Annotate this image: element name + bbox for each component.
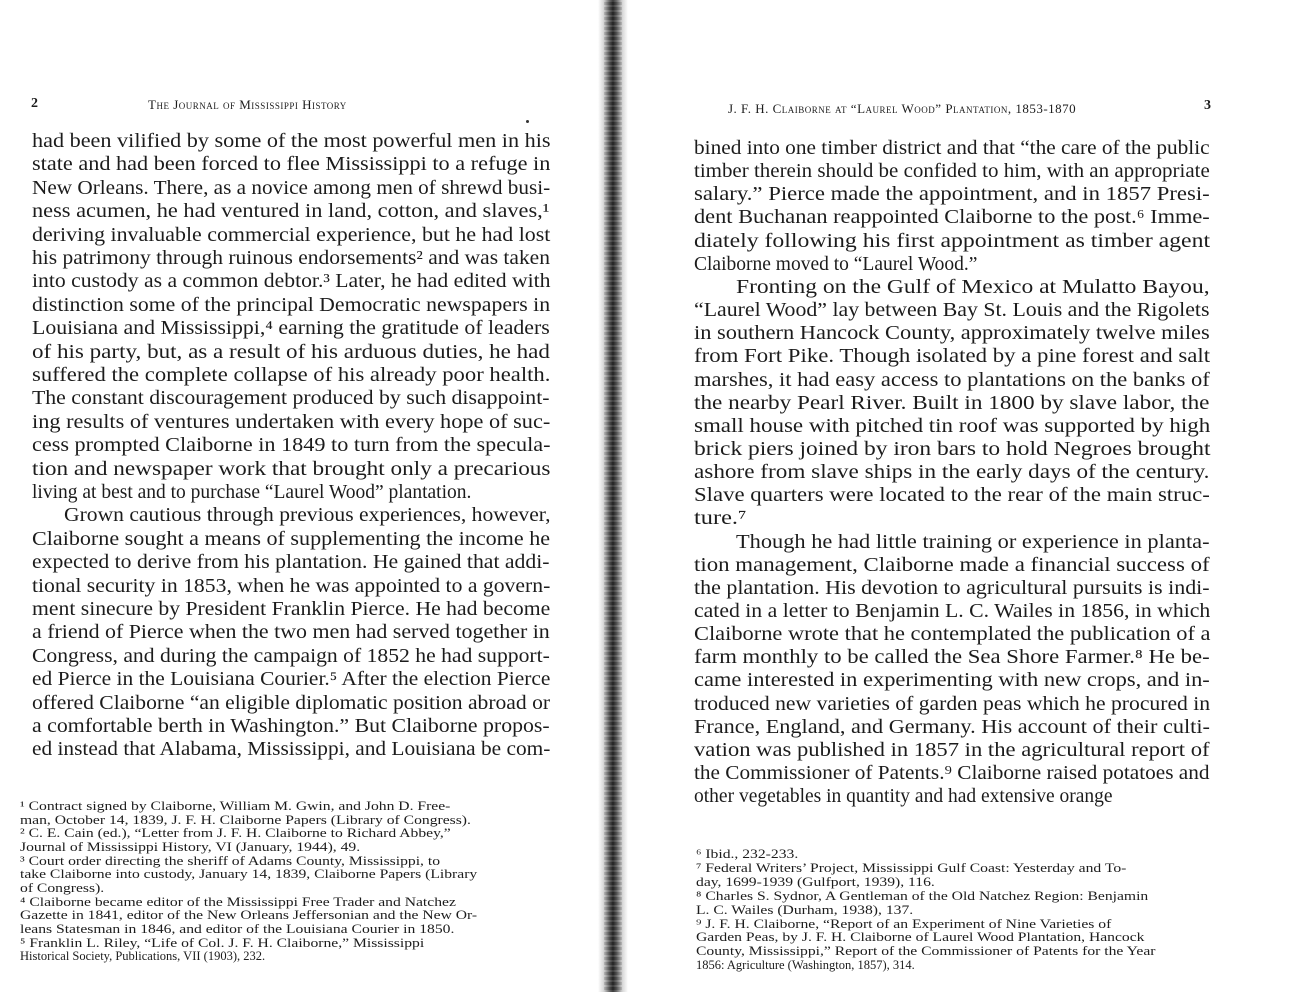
body-line: vation was published in 1857 in the agricultural report of: [694, 739, 1210, 761]
body-line: his patrimony through ruinous endorsements² and was taken: [32, 248, 550, 269]
body-line: into custody as a common debtor.³ Later, he had edited with: [32, 271, 551, 293]
body-line: a friend of Pierce when the two men had served together in: [32, 622, 550, 644]
left-running-head: The Journal of Mississippi History: [148, 97, 347, 112]
body-line: cated in a letter to Benjamin L. C. Wailes in 1856, in which: [694, 601, 1211, 622]
body-line: the Commissioner of Patents.⁹ Claiborne raised potatoes and: [694, 763, 1210, 785]
body-line: timber therein should be confided to him, with an appropriate: [694, 161, 1210, 183]
body-line: salary.” Pierce made the appointment, and in 1857 Presi-: [694, 184, 1210, 206]
footnote-line: ¹ Contract signed by Claiborne, William M. Gwin, and John D. Free-: [20, 799, 451, 813]
body-line: tion and newspaper work that brought only a precarious: [32, 458, 551, 480]
body-line: Grown cautious through previous experiences, however,: [64, 505, 551, 527]
body-line: tion management, Claiborne made a financial success of: [694, 554, 1210, 576]
body-line: Claiborne wrote that he contemplated the publication of a: [694, 624, 1211, 646]
body-line: diately following his first appointment as timber agent: [694, 230, 1211, 252]
footnote-line: man, October 14, 1839, J. F. H. Claiborne Papers (Library of Congress).: [20, 812, 471, 827]
body-line: farm monthly to be called the Sea Shore Farmer.⁸ He be-: [694, 647, 1210, 669]
ink-speck: [526, 120, 529, 123]
body-line: Slave quarters were located to the rear of the main struc-: [694, 485, 1210, 507]
body-line: Louisiana and Mississippi,⁴ earning the gratitude of leaders: [32, 318, 550, 340]
body-line: The constant discouragement produced by such disappoint-: [32, 388, 550, 410]
right-page-number: 3: [1204, 98, 1211, 113]
footnote-line: L. C. Wailes (Durham, 1938), 137.: [696, 902, 914, 917]
body-line: ashore from slave ships in the early days of the century.: [694, 462, 1210, 484]
footnote-line: Garden Peas, by J. F. H. Claiborne of Laurel Wood Plantation, Hancock: [696, 930, 1145, 945]
body-line: “Laurel Wood” lay between Bay St. Louis and the Rigolets: [694, 300, 1210, 322]
body-line: bined into one timber district and that “the care of the public: [694, 138, 1210, 159]
right-running-head: J. F. H. Claiborne at “Laurel Wood” Plantation, 1853-1870: [728, 101, 1077, 116]
footnote-line: Journal of Mississippi History, VI (January, 1944), 49.: [20, 839, 361, 854]
body-line: state and had been forced to flee Mississippi to a refuge in: [32, 154, 551, 176]
body-line: came interested in experimenting with new crops, and in-: [694, 670, 1210, 692]
body-line: dent Buchanan reappointed Claiborne to the post.⁶ Imme-: [694, 207, 1210, 229]
footnote-line: day, 1699-1939 (Gulfport, 1939), 116.: [696, 874, 935, 889]
body-line: deriving invaluable commercial experience, but he had lost: [32, 224, 551, 246]
body-line: of his party, but, as a result of his arduous duties, he had: [32, 341, 550, 363]
body-line: other vegetables in quantity and had extensive orange: [694, 786, 1113, 808]
body-line: the nearby Pearl River. Built in 1800 by slave labor, the: [694, 392, 1210, 414]
footnote-line: ⁷ Federal Writers’ Project, Mississippi Gulf Coast: Yesterday and To-: [696, 860, 1127, 875]
body-line: France, England, and Germany. His account of their culti-: [694, 716, 1210, 738]
body-line: offered Claiborne “an eligible diplomatic position abroad or: [32, 692, 551, 714]
footnote-line: ⁵ Franklin L. Riley, “Life of Col. J. F. H. Claiborne,” Mississippi: [20, 935, 425, 950]
footnote-line: ⁸ Charles S. Sydnor, A Gentleman of the Old Natchez Region: Benjamin: [696, 888, 1149, 903]
body-line: Congress, and during the campaign of 1852 he had support-: [32, 645, 550, 667]
footnote-line: ⁹ J. F. H. Claiborne, “Report of an Experiment of Nine Varieties of: [696, 916, 1112, 931]
body-line: living at best and to purchase “Laurel Wood” plantation.: [32, 482, 472, 503]
body-line: ment sinecure by President Franklin Pierce. He had become: [32, 599, 551, 620]
body-line: distinction some of the principal Democratic newspapers in: [32, 294, 551, 316]
footnote-line: ² C. E. Cain (ed.), “Letter from J. F. H. Claiborne to Richard Abbey,”: [20, 826, 451, 841]
body-line: ed instead that Alabama, Mississippi, and Louisiana be com-: [32, 739, 551, 761]
left-page-number: 2: [31, 96, 38, 111]
gutter-texture: [604, 0, 622, 992]
body-line: Claiborne moved to “Laurel Wood.”: [694, 253, 978, 275]
footnote-line: Historical Society, Publications, VII (1903), 232.: [20, 949, 266, 964]
footnote-line: of Congress).: [20, 880, 105, 895]
body-line: tional security in 1853, when he was appointed to a govern-: [32, 575, 551, 597]
body-line: ness acumen, he had ventured in land, cotton, and slaves,¹: [32, 201, 550, 223]
body-line: Claiborne sought a means of supplementing the income he: [32, 528, 551, 550]
body-line: marshes, it had easy access to plantations on the banks of: [694, 369, 1210, 391]
body-line: New Orleans. There, as a novice among men of shrewd busi-: [32, 177, 551, 199]
right-page: [628, 0, 1292, 992]
body-line: from Fort Pike. Though isolated by a pine forest and salt: [694, 346, 1211, 368]
body-line: ing results of ventures undertaken with every hope of suc-: [32, 411, 551, 433]
left-page: [0, 0, 596, 992]
body-line: suffered the complete collapse of his already poor health.: [32, 365, 551, 386]
footnote-line: Gazette in 1841, editor of the New Orleans Jeffersonian and the New Or-: [20, 908, 478, 923]
body-line: ed Pierce in the Louisiana Courier.⁵ After the election Pierce: [32, 669, 551, 691]
body-line: brick piers joined by iron bars to hold Negroes brought: [694, 438, 1211, 460]
body-line: ture.⁷: [694, 508, 747, 530]
footnote-line: ³ Court order directing the sheriff of Adams County, Mississippi, to: [20, 853, 441, 868]
footnote-line: County, Mississippi,” Report of the Commissioner of Patents for the Year: [696, 944, 1156, 959]
footnote-line: ⁶ Ibid., 232-233.: [696, 847, 799, 861]
body-line: in southern Hancock County, approximately twelve miles: [694, 323, 1210, 345]
body-line: had been vilified by some of the most powerful men in his: [32, 131, 551, 152]
body-line: expected to derive from his plantation. He gained that addi-: [32, 552, 550, 574]
body-line: cess prompted Claiborne in 1849 to turn from the specula-: [32, 435, 551, 457]
footnote-line: 1856: Agriculture (Washington, 1857), 314.: [696, 958, 915, 973]
footnote-line: leans Statesman in 1846, and editor of the Louisiana Courier in 1850.: [20, 921, 455, 936]
body-line: the plantation. His devotion to agricultural pursuits is indi-: [694, 577, 1210, 599]
body-line: a comfortable berth in Washington.” But Claiborne propos-: [32, 716, 550, 737]
body-line: Fronting on the Gulf of Mexico at Mulatto Bayou,: [736, 276, 1210, 298]
body-line: troduced new varieties of garden peas which he procured in: [694, 693, 1211, 715]
body-line: Though he had little training or experience in planta-: [736, 531, 1210, 553]
footnote-line: ⁴ Claiborne became editor of the Mississippi Free Trader and Natchez: [20, 894, 456, 909]
footnote-line: take Claiborne into custody, January 14, 1839, Claiborne Papers (Library: [20, 867, 478, 882]
body-line: small house with pitched tin roof was supported by high: [694, 415, 1211, 437]
